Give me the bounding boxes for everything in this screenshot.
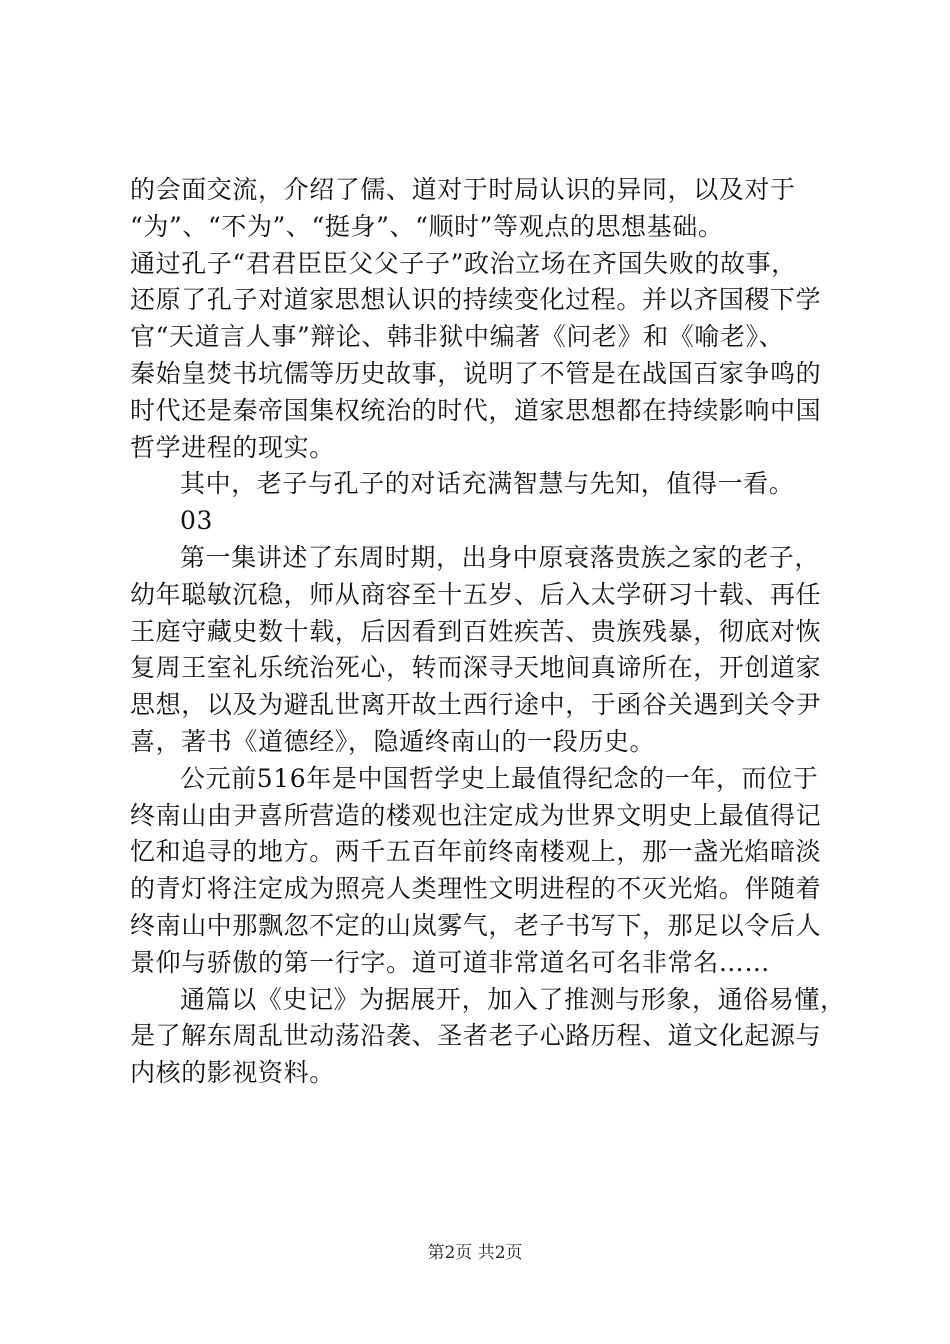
text-line: 忆和追寻的地方。两千五百年前终南楼观上，那一盏光焰暗淡 xyxy=(130,837,822,867)
text-line: 哲学进程的现实。 xyxy=(130,432,335,462)
text-line: 的青灯将注定成为照亮人类理性文明进程的不灭光焰。伴随着 xyxy=(130,874,822,904)
text-line: 王庭守藏史数十载，后因看到百姓疾苦、贵族残暴，彻底对恢 xyxy=(130,616,822,646)
text-line: 复周王室礼乐统治死心，转而深寻天地间真谛所在，开创道家 xyxy=(130,653,822,683)
text-line: 通过孔子“君君臣臣父父子子”政治立场在齐国失败的故事， xyxy=(130,248,797,278)
paragraph-start-line: 其中，老子与孔子的对话充满智慧与先知，值得一看。 xyxy=(180,469,795,499)
text-line: 终南山由尹喜所营造的楼观也注定成为世界文明史上最值得记 xyxy=(130,800,822,830)
paragraph-start-line: 第一集讲述了东周时期，出身中原衰落贵族之家的老子， xyxy=(180,542,821,572)
paragraph-start-line: 通篇以《史记》为据展开，加入了推测与形象，通俗易懂， xyxy=(180,984,846,1014)
section-number: 03 xyxy=(180,506,214,536)
text-line: 景仰与骄傲的第一行字。道可道非常道名可名非常名…… xyxy=(130,947,771,977)
body-text xyxy=(130,172,846,1092)
page-footer xyxy=(0,1241,950,1265)
text-line: 的会面交流，介绍了儒、道对于时局认识的异同，以及对于 xyxy=(130,175,796,204)
text-line: 官“天道言人事”辩论、韩非狱中编著《问老》和《喻老》、 xyxy=(130,322,785,352)
text-line: 喜，著书《道德经》，隐遁终南山的一段历史。 xyxy=(130,726,656,756)
text-line: 终南山中那飘忽不定的山岚雾气，老子书写下，那足以令后人 xyxy=(130,910,822,940)
page-number: 第2页 共2页 xyxy=(427,1243,523,1263)
text-line: “为”、“不为”、“挺身”、“顺时”等观点的思想基础。 xyxy=(130,211,724,241)
text-line: 内核的影视资料。 xyxy=(130,1058,335,1088)
text-line: 是了解东周乱世动荡沿袭、圣者老子心路历程、道文化起源与 xyxy=(130,1021,822,1051)
text-line: 还原了孔子对道家思想认识的持续变化过程。并以齐国稷下学 xyxy=(130,285,822,315)
text-line: 思想，以及为避乱世离开故土西行途中，于函谷关遇到关令尹 xyxy=(130,690,822,720)
text-line: 秦始皇焚书坑儒等历史故事，说明了不管是在战国百家争鸣的 xyxy=(130,358,822,388)
paragraph-start-line: 公元前516年是中国哲学史上最值得纪念的一年，而位于 xyxy=(180,763,819,793)
text-line: 时代还是秦帝国集权统治的时代，道家思想都在持续影响中国 xyxy=(130,395,822,425)
text-line: 幼年聪敏沉稳，师从商容至十五岁、后入太学研习十载、再任 xyxy=(130,579,822,609)
